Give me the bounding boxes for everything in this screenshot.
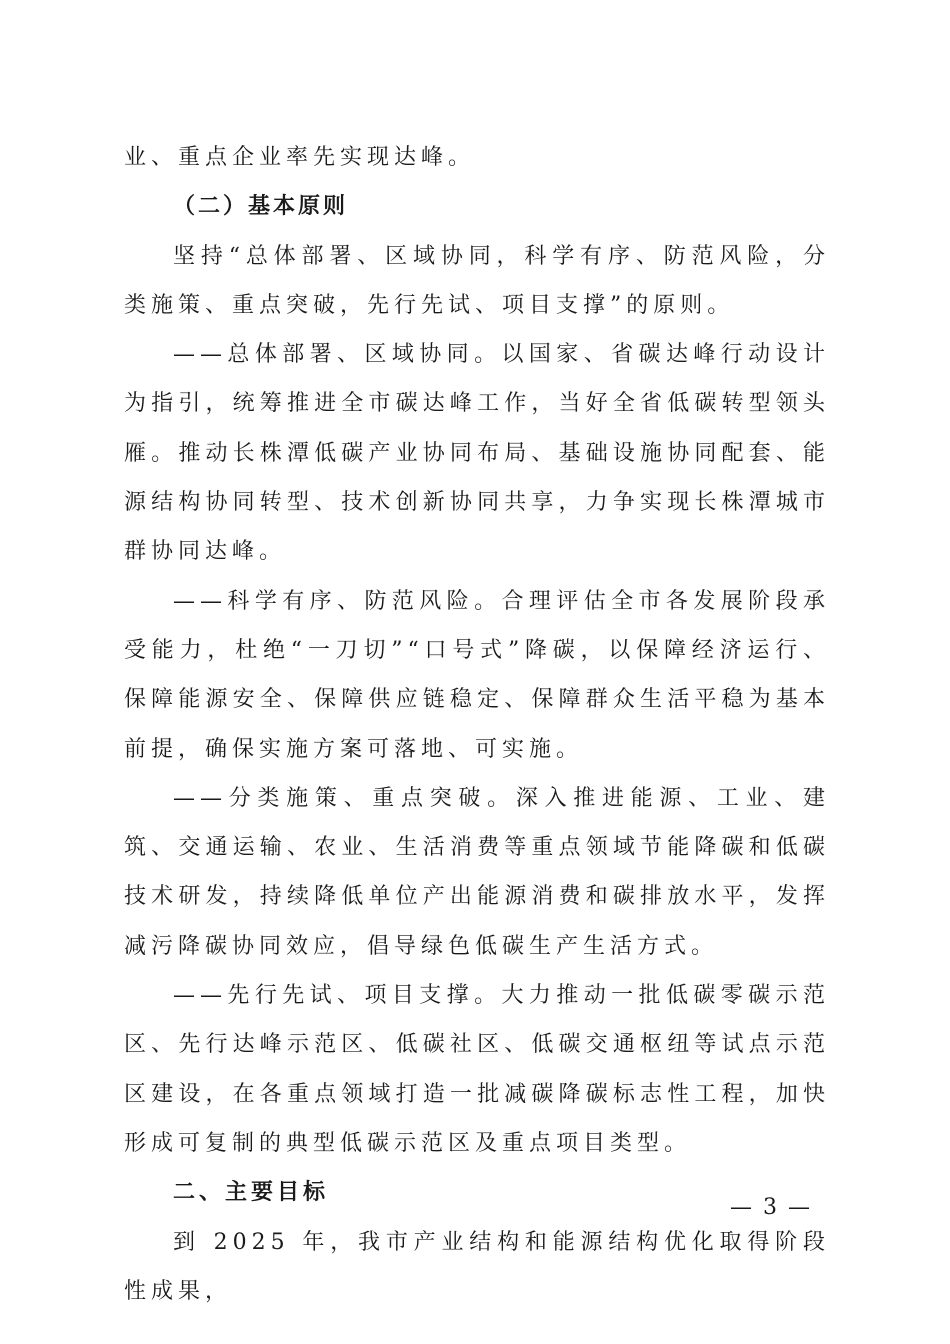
paragraph-goals-2025: 到 2025 年，我市产业结构和能源结构优化取得阶段性成果，: [124, 1229, 830, 1304]
paragraph-principle-scientific-order: ——科学有序、防范风险。合理评估全市各发展阶段承受能力，杜绝“一刀切”“口号式”降碳，以保障经济运行、保障能源安全、保障供应链稳定、保障群众生活平稳为基本前提，确保实施方案可落地、可实施。: [124, 588, 830, 762]
paragraph-principles-intro: 坚持“总体部署、区域协同，科学有序、防范风险，分类施策、重点突破，先行先试、项目支撑”的原则。: [124, 243, 830, 318]
paragraph-principle-pilot-projects: ——先行先试、项目支撑。大力推动一批低碳零碳示范区、先行达峰示范区、低碳社区、低碳交通枢纽等试点示范区建设，在各重点领域打造一批减碳降碳标志性工程，加快形成可复制的典型低碳示范区及重点项目类型。: [124, 983, 830, 1156]
section-heading-main-goals: 二、主要目标: [173, 1180, 330, 1206]
paragraph-principle-overall-deployment: ——总体部署、区域协同。以国家、省碳达峰行动设计为指引，统筹推进全市碳达峰工作，当好全省低碳转型领头雁。推动长株潭低碳产业协同布局、基础设施协同配套、能源结构协同转型、技术创新协同共享，力争实现长株潭城市群协同达峰。: [124, 342, 830, 565]
section-subheading-basic-principles: （二）基本原则: [173, 194, 349, 220]
paragraph-principle-classified-policy: ——分类施策、重点突破。深入推进能源、工业、建筑、交通运输、农业、生活消费等重点领域节能降碳和低碳技术研发，持续降低单位产出能源消费和碳排放水平，发挥减污降碳协同效应，倡导绿色低碳生产生活方式。: [124, 785, 830, 959]
page-number: — 3 —: [730, 1195, 812, 1220]
document-body: [124, 133, 830, 1316]
paragraph-continuation: 业、重点企业率先实现达峰。: [124, 145, 476, 170]
